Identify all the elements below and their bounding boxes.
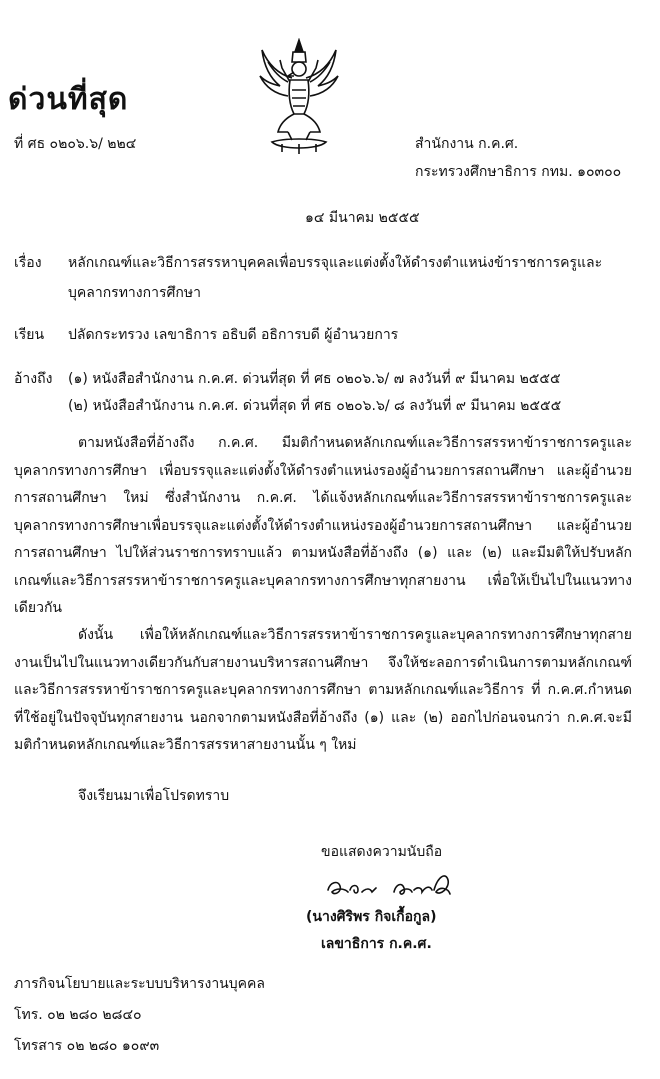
document-number: ที่ ศธ ๐๒๐๖.๖/ ๒๒๔ <box>14 136 137 152</box>
recipient-label: เรียน <box>14 327 45 343</box>
closing-line: จึงเรียนมาเพื่อโปรดทราบ <box>78 788 230 804</box>
issuing-office: สำนักงาน ก.ค.ศ. <box>415 136 519 152</box>
footer-telephone: โทร. ๐๒ ๒๘๐ ๒๘๔๐ <box>14 1007 142 1023</box>
handwritten-signature-icon <box>322 866 462 906</box>
regards-line: ขอแสดงความนับถือ <box>321 844 443 860</box>
recipient-text: ปลัดกระทรวง เลขาธิการ อธิบดี อธิการบดี ผู้อำนวยการ <box>68 327 399 343</box>
subject-label: เรื่อง <box>14 255 42 271</box>
reference-item-1: (๑) หนังสือสำนักงาน ก.ค.ศ. ด่วนที่สุด ที่ ศธ ๐๒๐๖.๖/ ๗ ลงวันที่ ๙ มีนาคม ๒๕๕๕ <box>68 371 561 387</box>
reference-item-2: (๒) หนังสือสำนักงาน ก.ค.ศ. ด่วนที่สุด ที่ ศธ ๐๒๐๖.๖/ ๘ ลงวันที่ ๙ มีนาคม ๒๕๕๕ <box>68 398 562 414</box>
reference-label: อ้างถึง <box>14 371 53 387</box>
body-paragraph-2: ดังนั้น เพื่อให้หลักเกณฑ์และวิธีการสรรหาข้าราชการครูและบุคลากรทางการศึกษาทุกสายงานเป็นไปในแนวทางเดียวกันกับสายงานบริหารสถานศึกษา จึงให้ชะลอการดำเนินการตามหลักเกณฑ์และวิธีการสรรหาข้าราชการครูและบุคลากรทางการศึกษา ตามหลักเกณฑ์และวิธีการ ที่ ก.ค.ศ.กำหนดที่ใช้อยู่ในปัจจุบันทุกสายงาน นอกจากตามหนังสือที่อ้างถึง (๑) และ (๒) ออกไปก่อนจนกว่า ก.ค.ศ.จะมีมติกำหนดหลักเกณฑ์และวิธีการสรรหาสายงานนั้น ๆ ใหม่ <box>14 627 632 753</box>
subject-line-2: บุคลากรทางการศึกษา <box>68 285 201 301</box>
garuda-emblem-icon <box>258 38 340 156</box>
subject-line-1: หลักเกณฑ์และวิธีการสรรหาบุคคลเพื่อบรรจุและแต่งตั้งให้ดำรงตำแหน่งข้าราชการครูและ <box>68 255 603 271</box>
document-date: ๑๔ มีนาคม ๒๕๕๕ <box>305 210 420 226</box>
signer-name: (นางศิริพร กิจเกื้อกูล) <box>306 909 437 925</box>
urgency-stamp: ด่วนที่สุด <box>8 82 129 117</box>
office-address: กระทรวงศึกษาธิการ กทม. ๑๐๓๐๐ <box>415 164 622 180</box>
body-paragraph-1: ตามหนังสือที่อ้างถึง ก.ค.ศ. มีมติกำหนดหลักเกณฑ์และวิธีการสรรหาข้าราชการครูและบุคลากรทางการศึกษา เพื่อบรรจุและแต่งตั้งให้ดำรงตำแหน่งรองผู้อำนวยการสถานศึกษา และผู้อำนวยการสถานศึกษา ใหม่ ซึ่งสำนักงาน ก.ค.ศ. ได้แจ้งหลักเกณฑ์และวิธีการสรรหาข้าราชการครูและบุคลากรทางการศึกษาเพื่อบรรจุและแต่งตั้งให้ดำรงตำแหน่งรองผู้อำนวยการสถานศึกษา และผู้อำนวยการสถานศึกษา ไปให้ส่วนราชการทราบแล้ว ตามหนังสือที่อ้างถึง (๑) และ (๒) และมีมติให้ปรับหลักเกณฑ์และวิธีการสรรหาข้าราชการครูและบุคลากรทางการศึกษาทุกสายงาน เพื่อให้เป็นไปในแนวทางเดียวกัน <box>14 435 632 616</box>
signer-title: เลขาธิการ ก.ค.ศ. <box>321 936 432 952</box>
footer-department: ภารกิจนโยบายและระบบบริหารงานบุคคล <box>14 976 265 992</box>
footer-fax: โทรสาร ๐๒ ๒๘๐ ๑๐๙๓ <box>14 1038 160 1054</box>
